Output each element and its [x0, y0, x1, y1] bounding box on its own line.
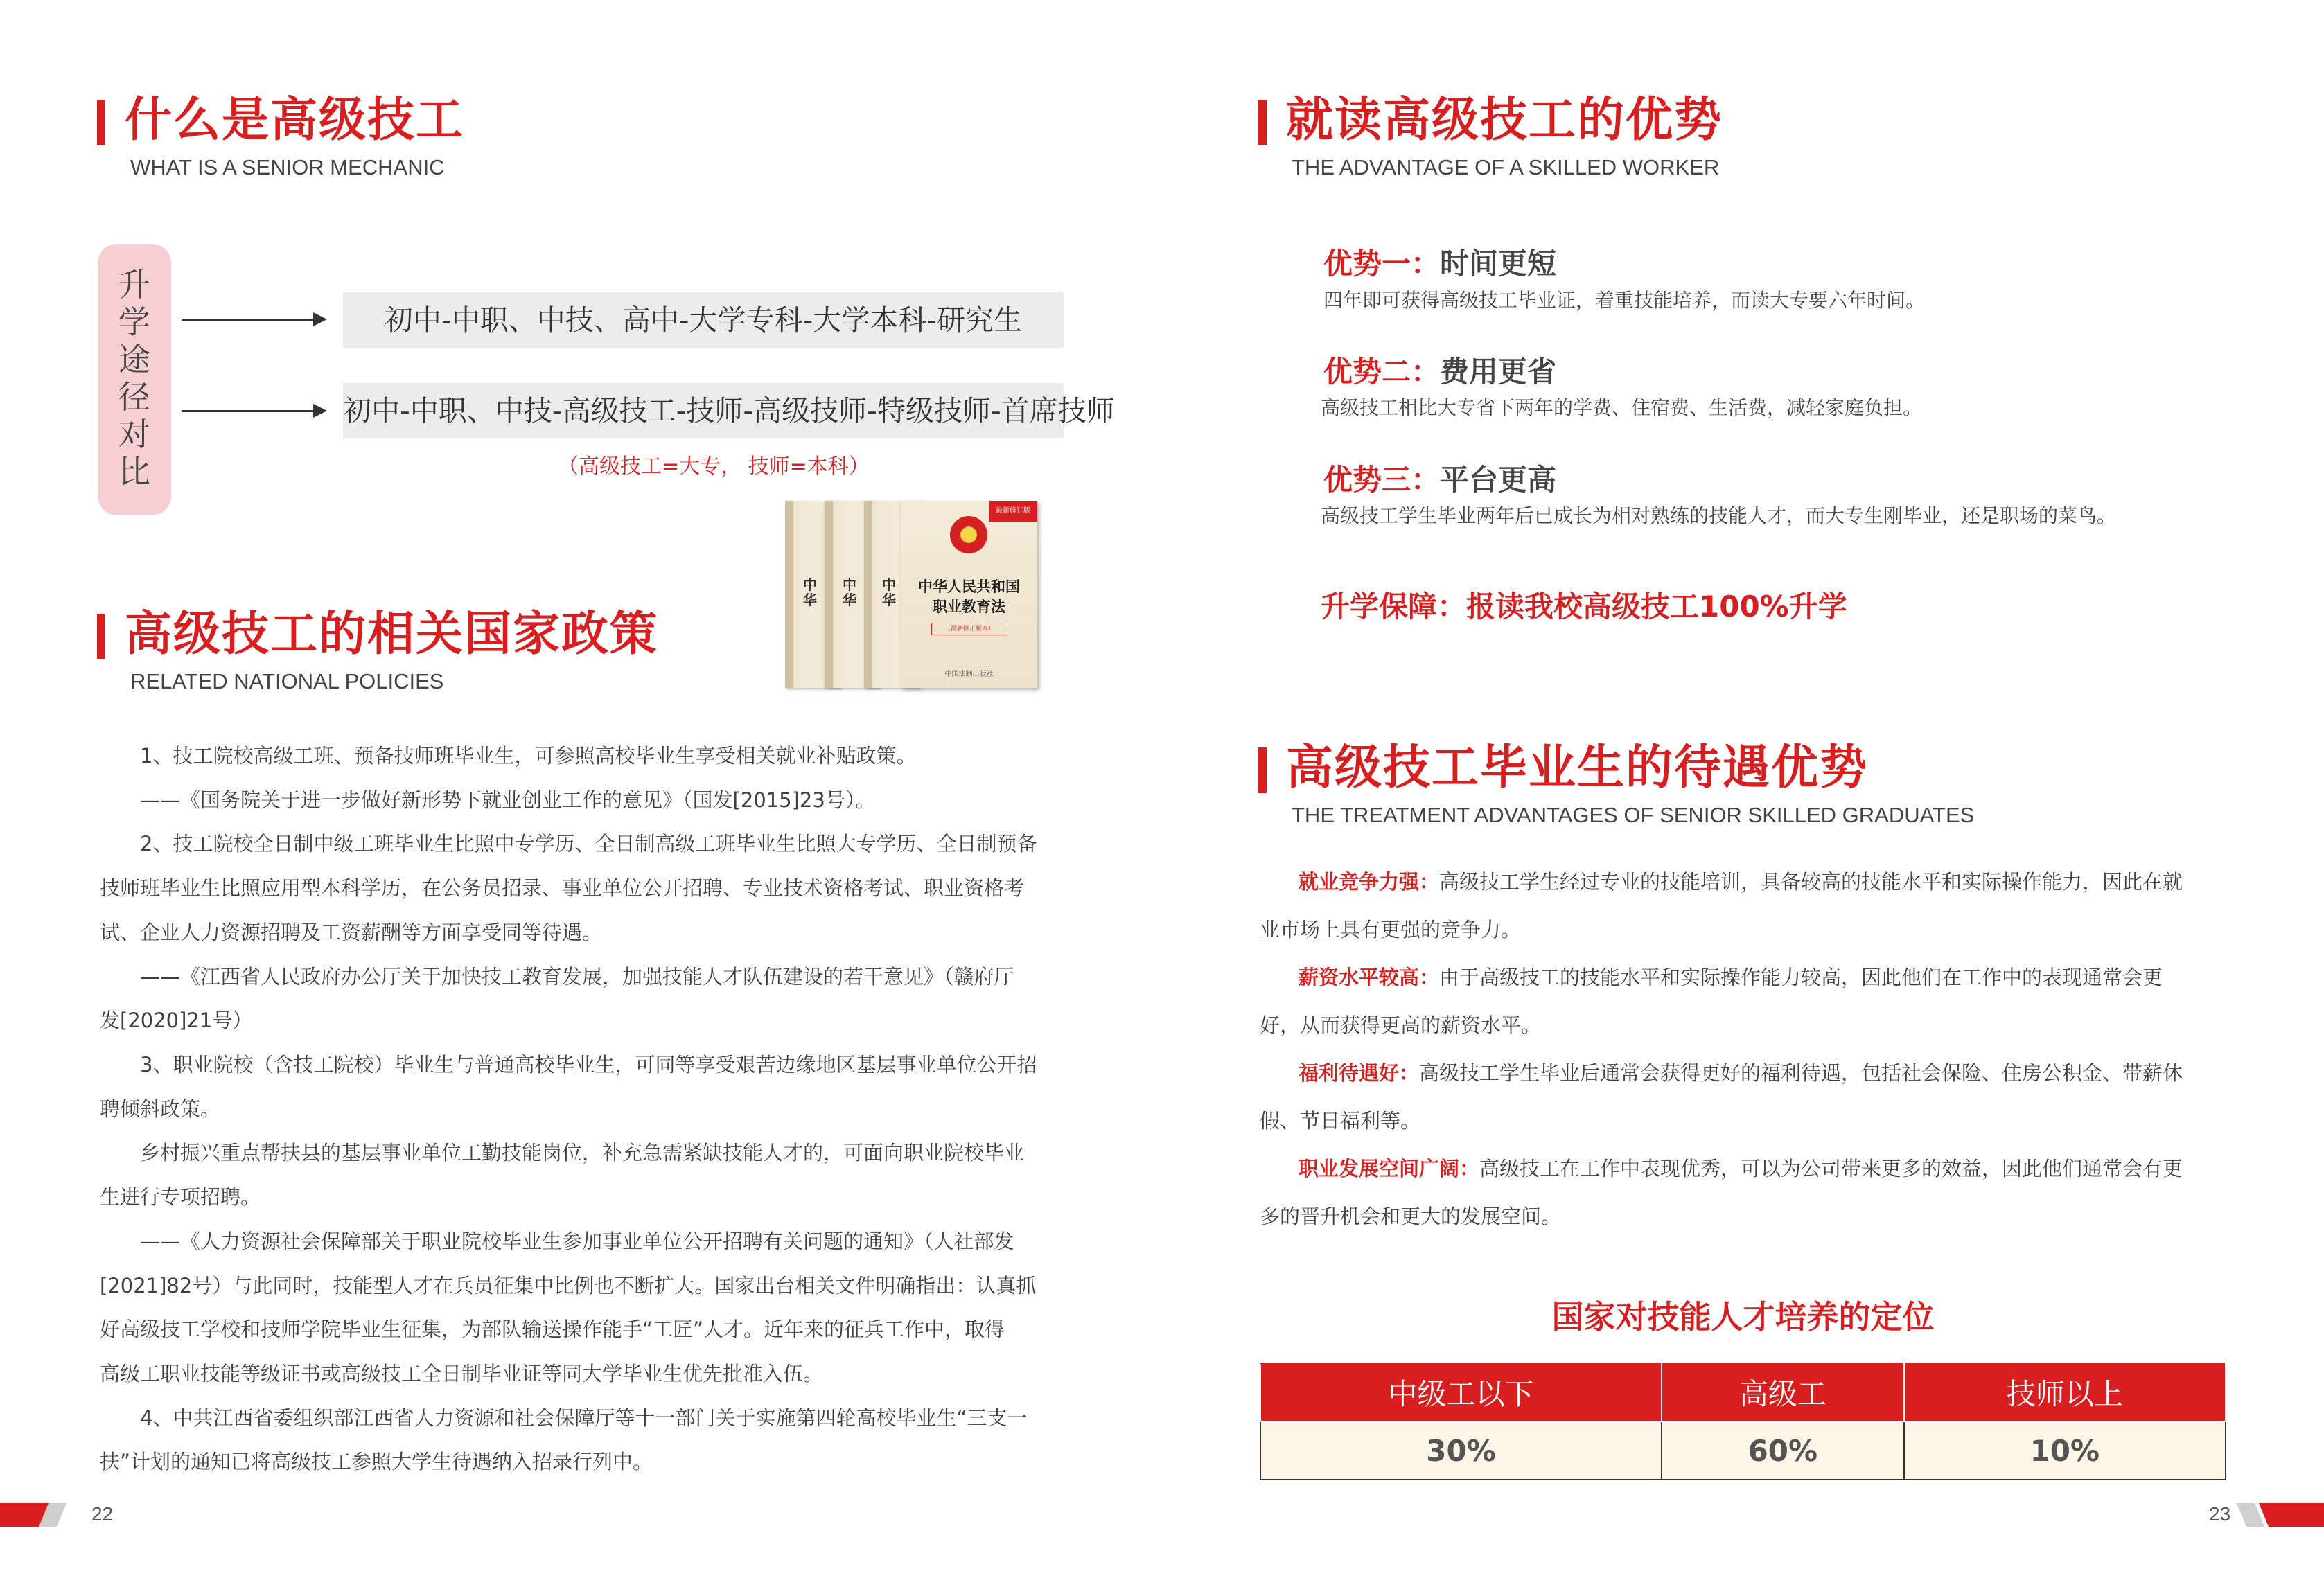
pathway-label-char: 比 [118, 453, 150, 490]
positioning-table [1260, 1363, 2226, 1480]
table-row [1260, 1421, 2226, 1480]
treatment-item-employment-cont: 业市场上具有更强的竞争力。 [1260, 918, 1522, 941]
route-technical-education: 初中-中职、中技-高级技工-技师-高级技师-特级技师-首席技师 [343, 383, 1064, 438]
treatment-item-employment: 就业竞争力强：高级技工学生经过专业的技能培训，具备较高的技能水平和实际操作能力，因此在就 [1299, 870, 2183, 894]
policy-line: 技师班毕业生比照应用型本科学历，在公务员招录、事业单位公开招聘、专业技术资格考试、职业资格考 [100, 876, 1025, 900]
treatment-item-salary-cont: 好，从而获得更高的薪资水平。 [1260, 1013, 1542, 1037]
section-marker [1258, 747, 1267, 793]
arrow-icon [182, 410, 315, 412]
policy-line: ——《人力资源社会保障部关于职业院校毕业生参加事业单位公开招聘有关问题的通知》（人社部发 [140, 1230, 1014, 1253]
vocational-education-law-book [901, 501, 1037, 688]
law-book: 中华 [825, 501, 880, 688]
law-book: 中华 [864, 501, 919, 688]
law-book: 中华 [785, 501, 840, 688]
pathway-label-char: 升 [118, 266, 150, 303]
admission-guarantee: 升学保障：报读我校高级技工100%升学 [1321, 589, 1847, 623]
policy-line: 1、技工院校高级工班、预备技师班毕业生，可参照高校毕业生享受相关就业补贴政策。 [140, 744, 917, 768]
book-publisher: 中国法制出版社 [944, 671, 994, 678]
advantage-1-text: 四年即可获得高级技工毕业证，着重技能培养，而读大专要六年时间。 [1323, 289, 1926, 312]
treatment-item-welfare-cont: 假、节日福利等。 [1260, 1109, 1421, 1133]
header-senior-worker: 高级工 [1662, 1363, 1904, 1421]
advantage-2-title: 优势二：费用更省 [1323, 355, 1557, 389]
section-marker [97, 614, 105, 659]
table-header-row [1260, 1363, 2226, 1421]
route-general-education: 初中-中职、中技、高中-大学专科-大学本科-研究生 [343, 292, 1064, 348]
pathway-label-char: 对 [118, 416, 150, 453]
pathway-label-char: 途 [118, 341, 150, 378]
value-technician-above: 10% [1904, 1421, 2226, 1480]
header-below-intermediate: 中级工以下 [1260, 1363, 1662, 1421]
pathway-label-char: 径 [118, 378, 150, 416]
policy-line: 乡村振兴重点帮扶县的基层事业单位工勤技能岗位，补充急需紧缺技能人才的，可面向职业院校毕业 [140, 1141, 1025, 1164]
book-subtitle: （最新修正版本） [931, 623, 1007, 635]
page-number-left: 22 [91, 1503, 114, 1525]
treatment-item-career: 职业发展空间广阔：高级技工在工作中表现优秀，可以为公司带来更多的效益，因此他们通常会有更 [1299, 1157, 2183, 1180]
policy-line: 2、技工院校全日制中级工班毕业生比照中专学历、全日制高级工班毕业生比照大专学历、全日制预备 [140, 832, 1037, 855]
section-marker [97, 100, 105, 145]
national-emblem-icon [950, 516, 987, 553]
treatment-subtitle: THE TREATMENT ADVANTAGES OF SENIOR SKILLED GRADUATES [1292, 803, 1975, 827]
policy-line: 扶”计划的通知已将高级技工参照大学生待遇纳入招录行列中。 [100, 1450, 653, 1473]
book-title: 中华人民共和国 职业教育法 [918, 578, 1020, 616]
policy-line: 生进行专项招聘。 [100, 1185, 261, 1209]
positioning-title: 国家对技能人才培养的定位 [1551, 1298, 1935, 1336]
what-is-subtitle: WHAT IS A SENIOR MECHANIC [130, 155, 445, 179]
advantage-3-title: 优势三：平台更高 [1323, 463, 1557, 497]
pathway-label-char: 学 [118, 303, 150, 341]
equivalence-note: （高级技工=大专， 技师=本科） [558, 454, 870, 479]
advantages-subtitle: THE ADVANTAGE OF A SKILLED WORKER [1292, 155, 1720, 179]
policies-subtitle: RELATED NATIONAL POLICIES [130, 669, 444, 693]
footer-stripe-left [0, 1503, 67, 1527]
arrow-head-icon [313, 404, 327, 418]
arrow-head-icon [313, 312, 327, 326]
policy-line: ——《江西省人民政府办公厅关于加快技工教育发展，加强技能人才队伍建设的若干意见》（赣府厅 [140, 965, 1014, 988]
policies-title: 高级技工的相关国家政策 [125, 607, 659, 662]
treatment-item-welfare: 福利待遇好：高级技工学生毕业后通常会获得更好的福利待遇，包括社会保险、住房公积金、带薪休 [1299, 1061, 2183, 1085]
policy-line: 试、企业人力资源招聘及工资薪酬等方面享受同等待遇。 [100, 921, 603, 944]
treatment-item-career-cont: 多的晋升机会和更大的发展空间。 [1260, 1205, 1562, 1228]
treatment-item-salary: 薪资水平较高：由于高级技工的技能水平和实际操作能力较高，因此他们在工作中的表现通常会更 [1299, 966, 2163, 989]
policy-line: 发[2020]21号） [100, 1009, 253, 1032]
value-below-intermediate: 30% [1260, 1421, 1662, 1480]
pathway-label-box [98, 244, 171, 515]
what-is-title: 什么是高级技工 [125, 93, 465, 148]
page-number-right: 23 [2209, 1503, 2231, 1525]
policy-line: [2021]82号）与此同时，技能型人才在兵员征集中比例也不断扩大。国家出台相关文件明确指出：认真抓 [100, 1274, 1037, 1297]
advantage-3-text: 高级技工学生毕业两年后已成长为相对熟练的技能人才，而大专生刚毕业，还是职场的菜鸟。 [1321, 504, 2117, 527]
advantage-2-text: 高级技工相比大专省下两年的学费、住宿费、生活费，减轻家庭负担。 [1321, 396, 1923, 419]
policy-line: 聘倾斜政策。 [100, 1097, 221, 1121]
value-senior-worker: 60% [1662, 1421, 1904, 1480]
book-badge: 最新修订版 [989, 501, 1037, 522]
policy-line: 高级工职业技能等级证书或高级技工全日制毕业证等同大学毕业生优先批准入伍。 [100, 1362, 824, 1385]
footer-stripe-right [2237, 1503, 2324, 1527]
policy-line: 好高级技工学校和技师学院毕业生征集，为部队输送操作能手“工匠”人才。近年来的征兵工作中，取得 [100, 1318, 1005, 1341]
advantage-1-title: 优势一：时间更短 [1323, 247, 1557, 281]
header-technician-above: 技师以上 [1904, 1363, 2226, 1421]
policy-line: ——《国务院关于进一步做好新形势下就业创业工作的意见》（国发[2015]23号）。 [140, 788, 876, 812]
policy-line: 3、职业院校（含技工院校）毕业生与普通高校毕业生，可同等享受艰苦边缘地区基层事业单位公开招 [140, 1053, 1037, 1076]
advantages-title: 就读高级技工的优势 [1286, 93, 1723, 148]
section-marker [1258, 100, 1267, 145]
treatment-title: 高级技工毕业生的待遇优势 [1286, 741, 1869, 795]
policy-line: 4、中共江西省委组织部江西省人力资源和社会保障厅等十一部门关于实施第四轮高校毕业生“三支一 [140, 1406, 1028, 1430]
arrow-icon [182, 319, 315, 321]
